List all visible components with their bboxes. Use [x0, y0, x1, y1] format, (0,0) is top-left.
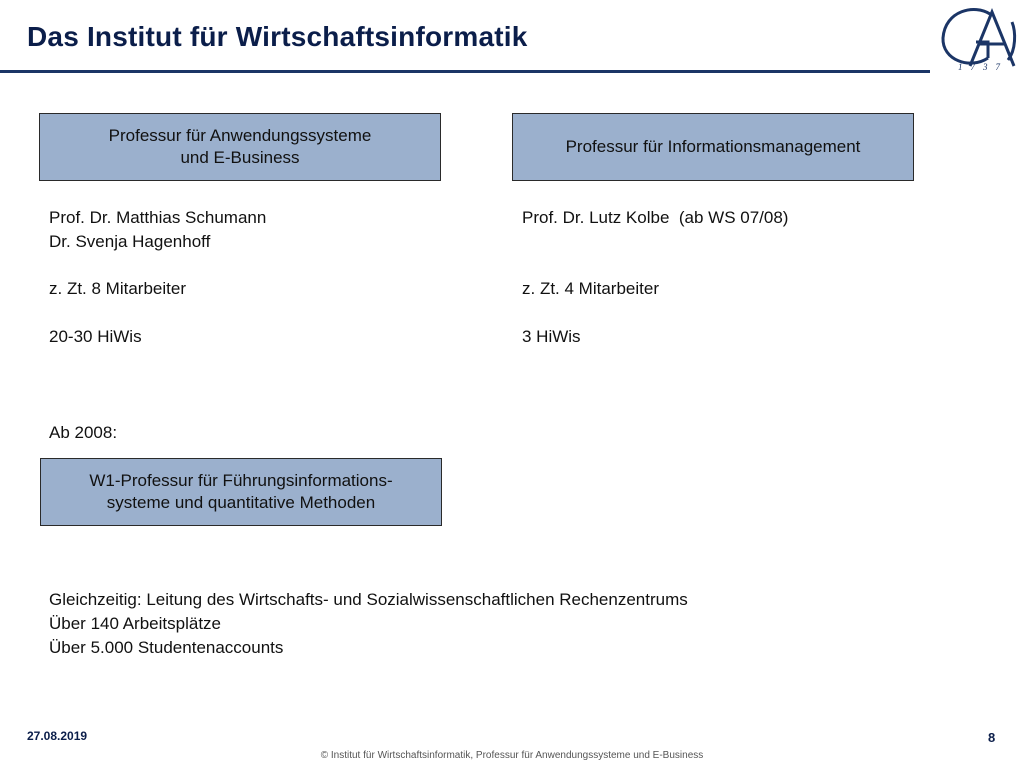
right-hiwi-count: 3 HiWis	[522, 327, 581, 346]
bottom-line-computing-center: Gleichzeitig: Leitung des Wirtschafts- und Sozialwissenschaftlichen Rechenzentrums	[49, 590, 688, 609]
chair-box-application-systems-line1: Professur für Anwendungssysteme	[108, 126, 372, 145]
chair-box-w1-professorship	[40, 458, 442, 526]
chair-box-w1-line2: systeme und quantitative Methoden	[106, 493, 376, 512]
footer-date: 27.08.2019	[27, 729, 88, 743]
logo-year: 1737	[958, 62, 1008, 72]
page-number: 8	[988, 730, 996, 745]
chair-box-application-systems	[39, 113, 441, 181]
left-hiwi-count: 20-30 HiWis	[49, 327, 142, 346]
right-professor: Prof. Dr. Lutz Kolbe (ab WS 07/08)	[522, 208, 789, 227]
ab-2008-label: Ab 2008:	[49, 423, 118, 442]
bottom-line-student-accounts: Über 5.000 Studentenaccounts	[49, 638, 284, 657]
footer-copyright: © Institut für Wirtschaftsinformatik, Professur für Anwendungssysteme und E-Business	[320, 750, 704, 761]
chair-box-information-management	[512, 113, 914, 181]
left-staff-count: z. Zt. 8 Mitarbeiter	[49, 279, 186, 298]
chair-box-w1-line1: W1-Professur für Führungsinformations-	[89, 471, 393, 490]
right-staff-count: z. Zt. 4 Mitarbeiter	[522, 279, 659, 298]
title-divider	[0, 70, 930, 73]
left-professor-1: Prof. Dr. Matthias Schumann	[49, 208, 267, 227]
slide-title: Das Institut für Wirtschaftsinformatik	[27, 21, 528, 52]
left-professor-2: Dr. Svenja Hagenhoff	[49, 232, 211, 251]
chair-box-application-systems-line2: und E-Business	[180, 148, 300, 167]
chair-box-information-management-label: Professur für Informationsmanagement	[565, 137, 861, 156]
bottom-line-workstations: Über 140 Arbeitsplätze	[49, 614, 221, 633]
